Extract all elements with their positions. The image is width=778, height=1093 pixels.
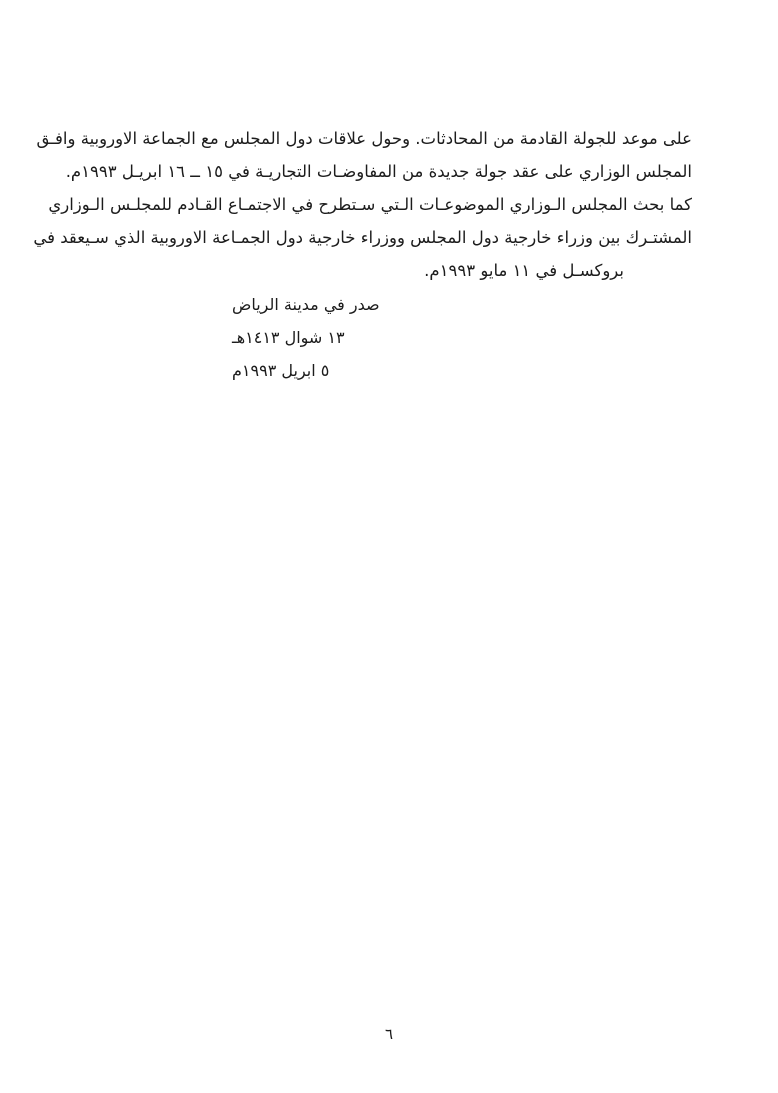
signature-gregorian-date: ٥ ابريل ١٩٩٣م bbox=[232, 361, 330, 380]
paragraph-line-5: بروكسـل في ١١ مايو ١٩٩٣م. bbox=[424, 261, 624, 280]
page-number: ٦ bbox=[384, 1025, 394, 1043]
body-paragraph bbox=[33, 122, 692, 287]
signature-block bbox=[232, 288, 407, 387]
paragraph-line-4: المشتـرك بين وزراء خارجية دول المجلس ووزراء خارجية دول الجمـاعة الاوروبية الذي سـيعقد في bbox=[33, 228, 692, 247]
paragraph-line-3: كما بحث المجلس الـوزاري الموضوعـات الـتي سـتطرح في الاجتمـاع القـادم للمجلـس الـوزاري bbox=[48, 195, 692, 214]
signature-hijri-date: ١٣ شوال ١٤١٣هـ bbox=[232, 328, 345, 347]
paragraph-line-1: على موعد للجولة القادمة من المحادثات. وحول علاقات دول المجلس مع الجماعة الاوروبية وافـق bbox=[36, 129, 692, 148]
signature-place-line: صدر في مدينة الرياض bbox=[232, 295, 380, 314]
paragraph-line-2: المجلس الوزاري على عقد جولة جديدة من المفاوضـات التجاريـة في ١٥ ــ ١٦ ابريـل ١٩٩٣م. bbox=[65, 162, 692, 181]
